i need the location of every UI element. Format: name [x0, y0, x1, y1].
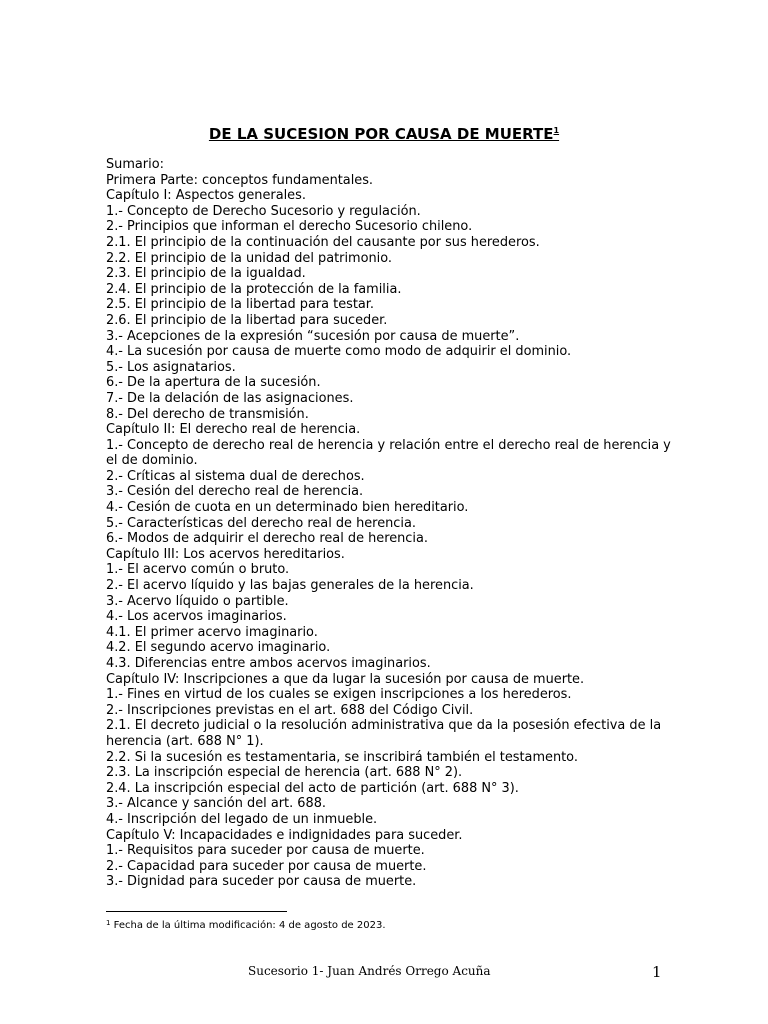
toc-line: 2.4. El principio de la protección de la familia.: [106, 281, 402, 297]
toc-line: 1.- Concepto de Derecho Sucesorio y regulación.: [106, 203, 421, 219]
toc-line: Capítulo I: Aspectos generales.: [106, 188, 306, 204]
toc-line: 4.2. El segundo acervo imaginario.: [106, 640, 331, 656]
toc-line: 2.- Críticas al sistema dual de derechos.: [106, 468, 365, 484]
toc-line: 2.2. El principio de la unidad del patrimonio.: [106, 250, 393, 266]
toc-line: 3.- Acervo líquido o partible.: [106, 593, 289, 609]
toc-line: 4.- Los acervos imaginarios.: [106, 609, 287, 625]
toc-line: 4.3. Diferencias entre ambos acervos imaginarios.: [106, 656, 431, 671]
toc-line: Capítulo III: Los acervos hereditarios.: [106, 546, 345, 562]
toc-line: 5.- Características del derecho real de herencia.: [106, 515, 416, 531]
toc-line: Capítulo IV: Inscripciones a que da lugar la sucesión por causa de muerte.: [106, 671, 585, 687]
toc-line: 3.- Cesión del derecho real de herencia.: [106, 484, 364, 500]
toc-line: 2.3. El principio de la igualdad.: [106, 266, 306, 282]
page-footer-text: Sucesorio 1- Juan Andrés Orrego Acuña: [248, 964, 491, 978]
toc-line: el de dominio.: [106, 453, 198, 469]
toc-line: 1.- Fines en virtud de los cuales se exigen inscripciones a los herederos.: [106, 687, 572, 703]
toc-line: 5.- Los asignatarios.: [106, 359, 236, 375]
toc-line: 1.- El acervo común o bruto.: [106, 562, 290, 578]
toc-line: 2.3. La inscripción especial de herencia (art. 688 N° 2).: [106, 765, 463, 781]
toc-line: 1.- Requisitos para suceder por causa de muerte.: [106, 843, 425, 859]
toc-line: Capítulo II: El derecho real de herencia.: [106, 422, 361, 438]
document-title-text: DE LA SUCESION POR CAUSA DE MUERTE: [208, 125, 554, 143]
toc-line: 3.- Acepciones de la expresión “sucesión por causa de muerte”.: [106, 328, 520, 344]
table-of-contents: [106, 157, 671, 890]
toc-line: 4.- Cesión de cuota en un determinado bien hereditario.: [106, 500, 469, 516]
footnote-text: Fecha de la última modificación: 4 de agosto de 2023.: [110, 920, 386, 931]
toc-line: herencia (art. 688 N° 1).: [106, 733, 264, 749]
toc-line: 4.- La sucesión por causa de muerte como modo de adquirir el dominio.: [106, 344, 572, 360]
toc-line: 2.5. El principio de la libertad para testar.: [106, 297, 375, 313]
toc-line: 4.1. El primer acervo imaginario.: [106, 624, 318, 640]
toc-line: 8.- Del derecho de transmisión.: [106, 406, 309, 422]
toc-line: 2.6. El principio de la libertad para suceder.: [106, 312, 388, 328]
toc-line: 2.- Capacidad para suceder por causa de muerte.: [106, 858, 427, 874]
toc-line: 2.2. Si la sucesión es testamentaria, se inscribirá también el testamento.: [106, 749, 578, 765]
title-footnote-ref: 1: [553, 126, 560, 135]
toc-line: 2.1. El principio de la continuación del causante por sus herederos.: [106, 234, 540, 250]
toc-line: 6.- De la apertura de la sucesión.: [106, 375, 321, 391]
toc-line: Primera Parte: conceptos fundamentales.: [106, 172, 374, 188]
toc-line: Sumario:: [106, 157, 164, 172]
toc-line: 7.- De la delación de las asignaciones.: [106, 390, 354, 406]
toc-line: 3.- Alcance y sanción del art. 688.: [106, 796, 326, 812]
toc-line: 3.- Dignidad para suceder por causa de muerte.: [106, 874, 417, 890]
toc-line: 2.- Inscripciones previstas en el art. 688 del Código Civil.: [106, 702, 474, 718]
footnote-marker: 1: [106, 919, 111, 927]
toc-line: 1.- Concepto de derecho real de herencia y relación entre el derecho real de herencia y: [106, 437, 671, 453]
toc-line: Capítulo V: Incapacidades e indignidades para suceder.: [106, 827, 463, 843]
toc-line: 2.- El acervo líquido y las bajas generales de la herencia.: [106, 578, 474, 594]
document-title: [0, 125, 768, 143]
toc-line: 2.1. El decreto judicial o la resolución administrativa que da la posesión efectiva de la: [106, 718, 662, 734]
toc-line: 6.- Modos de adquirir el derecho real de herencia.: [106, 531, 428, 547]
footnote: [106, 919, 386, 932]
toc-line: 4.- Inscripción del legado de un inmueble.: [106, 811, 378, 827]
page-number: 1: [652, 963, 662, 981]
toc-line: 2.4. La inscripción especial del acto de partición (art. 688 N° 3).: [106, 780, 519, 796]
footnote-separator: [106, 911, 287, 912]
toc-line: 2.- Principios que informan el derecho Sucesorio chileno.: [106, 219, 473, 235]
